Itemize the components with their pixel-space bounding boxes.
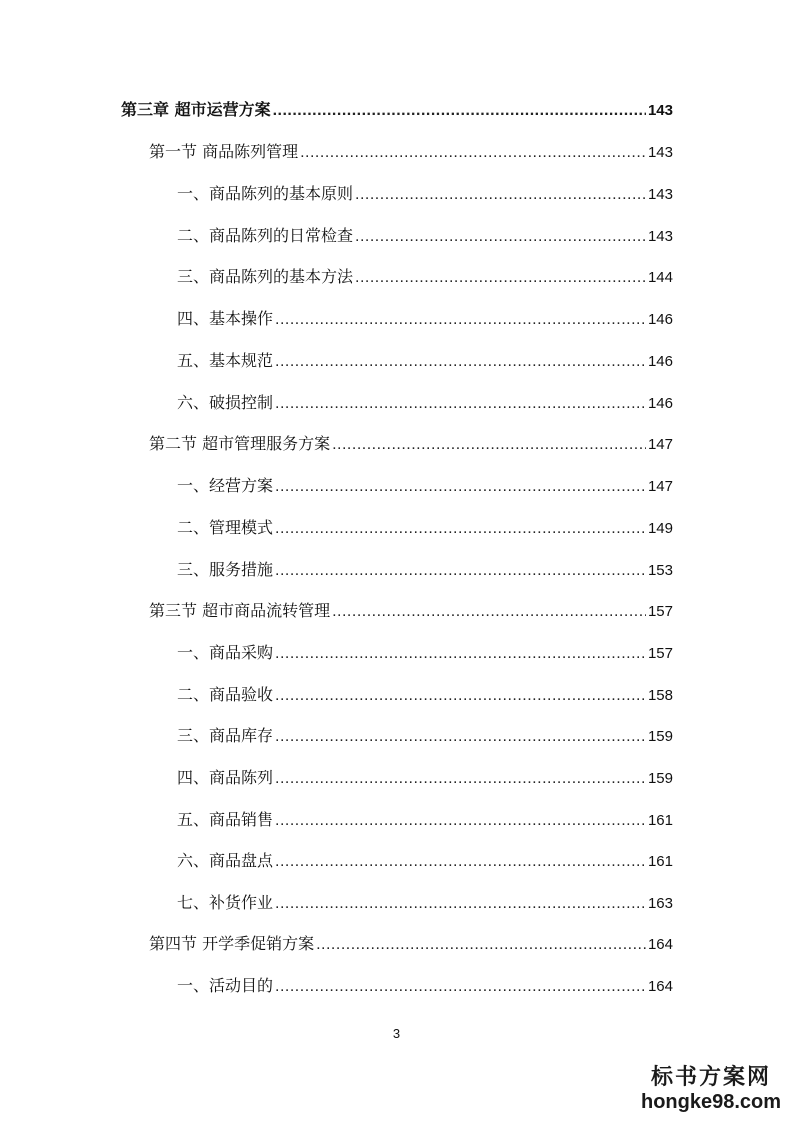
- toc-entry-page: 143: [647, 102, 673, 119]
- toc-entry-page: 147: [647, 436, 673, 453]
- toc-entry-page: 157: [647, 645, 673, 662]
- toc-entry-title: 第二节 超市管理服务方案: [149, 434, 331, 453]
- toc-leader-dots: [275, 807, 646, 835]
- toc-entry-page: 161: [647, 853, 673, 870]
- toc-entry[interactable]: [177, 222, 673, 250]
- toc-leader-dots: [300, 139, 646, 167]
- toc-entry-page: 147: [647, 478, 673, 495]
- toc-entry[interactable]: [177, 681, 673, 709]
- toc-entry-page: 143: [647, 186, 673, 203]
- toc-leader-dots: [275, 723, 646, 751]
- toc-entry[interactable]: [177, 472, 673, 500]
- toc-entry[interactable]: [177, 722, 673, 750]
- toc-leader-dots: [275, 848, 646, 876]
- toc-leader-dots: [275, 306, 646, 334]
- toc-leader-dots: [275, 515, 646, 543]
- toc-entry-title: 二、商品陈列的日常检查: [177, 226, 354, 245]
- toc-entry-title: 七、补货作业: [177, 893, 274, 912]
- toc-entry-page: 158: [647, 687, 673, 704]
- toc-entry[interactable]: [177, 347, 673, 375]
- toc-entry-page: 164: [647, 978, 673, 995]
- toc-entry-page: 143: [647, 144, 673, 161]
- toc-leader-dots: [275, 557, 646, 585]
- watermark-logo: [641, 1064, 781, 1114]
- toc-leader-dots: [355, 264, 646, 292]
- toc-entry-title: 第三节 超市商品流转管理: [149, 601, 331, 620]
- toc-entry[interactable]: [177, 514, 673, 542]
- toc-entry-title: 六、破损控制: [177, 393, 274, 412]
- toc-leader-dots: [275, 348, 646, 376]
- toc-entry-title: 四、基本操作: [177, 309, 274, 328]
- toc-entry[interactable]: [177, 847, 673, 875]
- toc-leader-dots: [275, 973, 646, 1001]
- page-number: 3: [392, 1026, 401, 1041]
- toc-leader-dots: [273, 97, 646, 125]
- toc-leader-dots: [275, 390, 646, 418]
- toc-entry-title: 第一节 商品陈列管理: [149, 142, 299, 161]
- toc-leader-dots: [316, 931, 646, 959]
- toc-entry[interactable]: [177, 889, 673, 917]
- toc-entry-page: 146: [647, 311, 673, 328]
- toc-entry-page: 164: [647, 936, 673, 953]
- toc-entry-title: 三、商品库存: [177, 726, 274, 745]
- toc-entry[interactable]: [177, 556, 673, 584]
- toc-entry-page: 144: [647, 269, 673, 286]
- toc-leader-dots: [332, 598, 646, 626]
- toc-entry[interactable]: [177, 639, 673, 667]
- toc-entry-page: 163: [647, 895, 673, 912]
- toc-entry-page: 146: [647, 353, 673, 370]
- toc-entry-page: 149: [647, 520, 673, 537]
- toc-entry-title: 五、基本规范: [177, 351, 274, 370]
- toc-entry-page: 146: [647, 395, 673, 412]
- toc-entry-title: 第三章 超市运营方案: [121, 100, 271, 119]
- toc-leader-dots: [275, 682, 646, 710]
- toc-entry-page: 159: [647, 770, 673, 787]
- toc-entry[interactable]: [149, 597, 673, 625]
- toc-leader-dots: [355, 223, 646, 251]
- toc-entry[interactable]: [121, 96, 673, 124]
- toc-leader-dots: [275, 640, 646, 668]
- toc-entry[interactable]: [149, 930, 673, 958]
- toc-entry-title: 二、商品验收: [177, 685, 274, 704]
- toc-entry-title: 五、商品销售: [177, 810, 274, 829]
- toc-entry[interactable]: [149, 430, 673, 458]
- toc-entry[interactable]: [149, 138, 673, 166]
- toc-entry-page: 153: [647, 562, 673, 579]
- toc-leader-dots: [355, 181, 646, 209]
- toc-entry-page: 161: [647, 812, 673, 829]
- toc-entry[interactable]: [177, 305, 673, 333]
- toc-entry-title: 二、管理模式: [177, 518, 274, 537]
- toc-entry[interactable]: [177, 180, 673, 208]
- toc-leader-dots: [275, 473, 646, 501]
- watermark-url: hongke98.com: [641, 1091, 782, 1113]
- toc-entry-title: 三、服务措施: [177, 560, 274, 579]
- toc-entry-title: 一、商品陈列的基本原则: [177, 184, 354, 203]
- toc-entry-title: 一、经营方案: [177, 476, 274, 495]
- toc-leader-dots: [275, 890, 646, 918]
- toc-entry[interactable]: [177, 806, 673, 834]
- toc-entry-title: 一、商品采购: [177, 643, 274, 662]
- toc-entry-title: 六、商品盘点: [177, 851, 274, 870]
- toc-entry-page: 159: [647, 728, 673, 745]
- toc-entry[interactable]: [177, 389, 673, 417]
- toc-entry[interactable]: [177, 972, 673, 1000]
- toc-entry-title: 三、商品陈列的基本方法: [177, 267, 354, 286]
- toc-entry[interactable]: [177, 764, 673, 792]
- toc-leader-dots: [275, 765, 646, 793]
- toc-leader-dots: [332, 431, 646, 459]
- toc-entry-page: 157: [647, 603, 673, 620]
- toc-entry[interactable]: [177, 263, 673, 291]
- toc-entry-title: 一、活动目的: [177, 976, 274, 995]
- toc-entry-page: 143: [647, 228, 673, 245]
- watermark-title: 标书方案网: [650, 1064, 771, 1090]
- toc-entry-title: 四、商品陈列: [177, 768, 274, 787]
- toc-entry-title: 第四节 开学季促销方案: [149, 934, 315, 953]
